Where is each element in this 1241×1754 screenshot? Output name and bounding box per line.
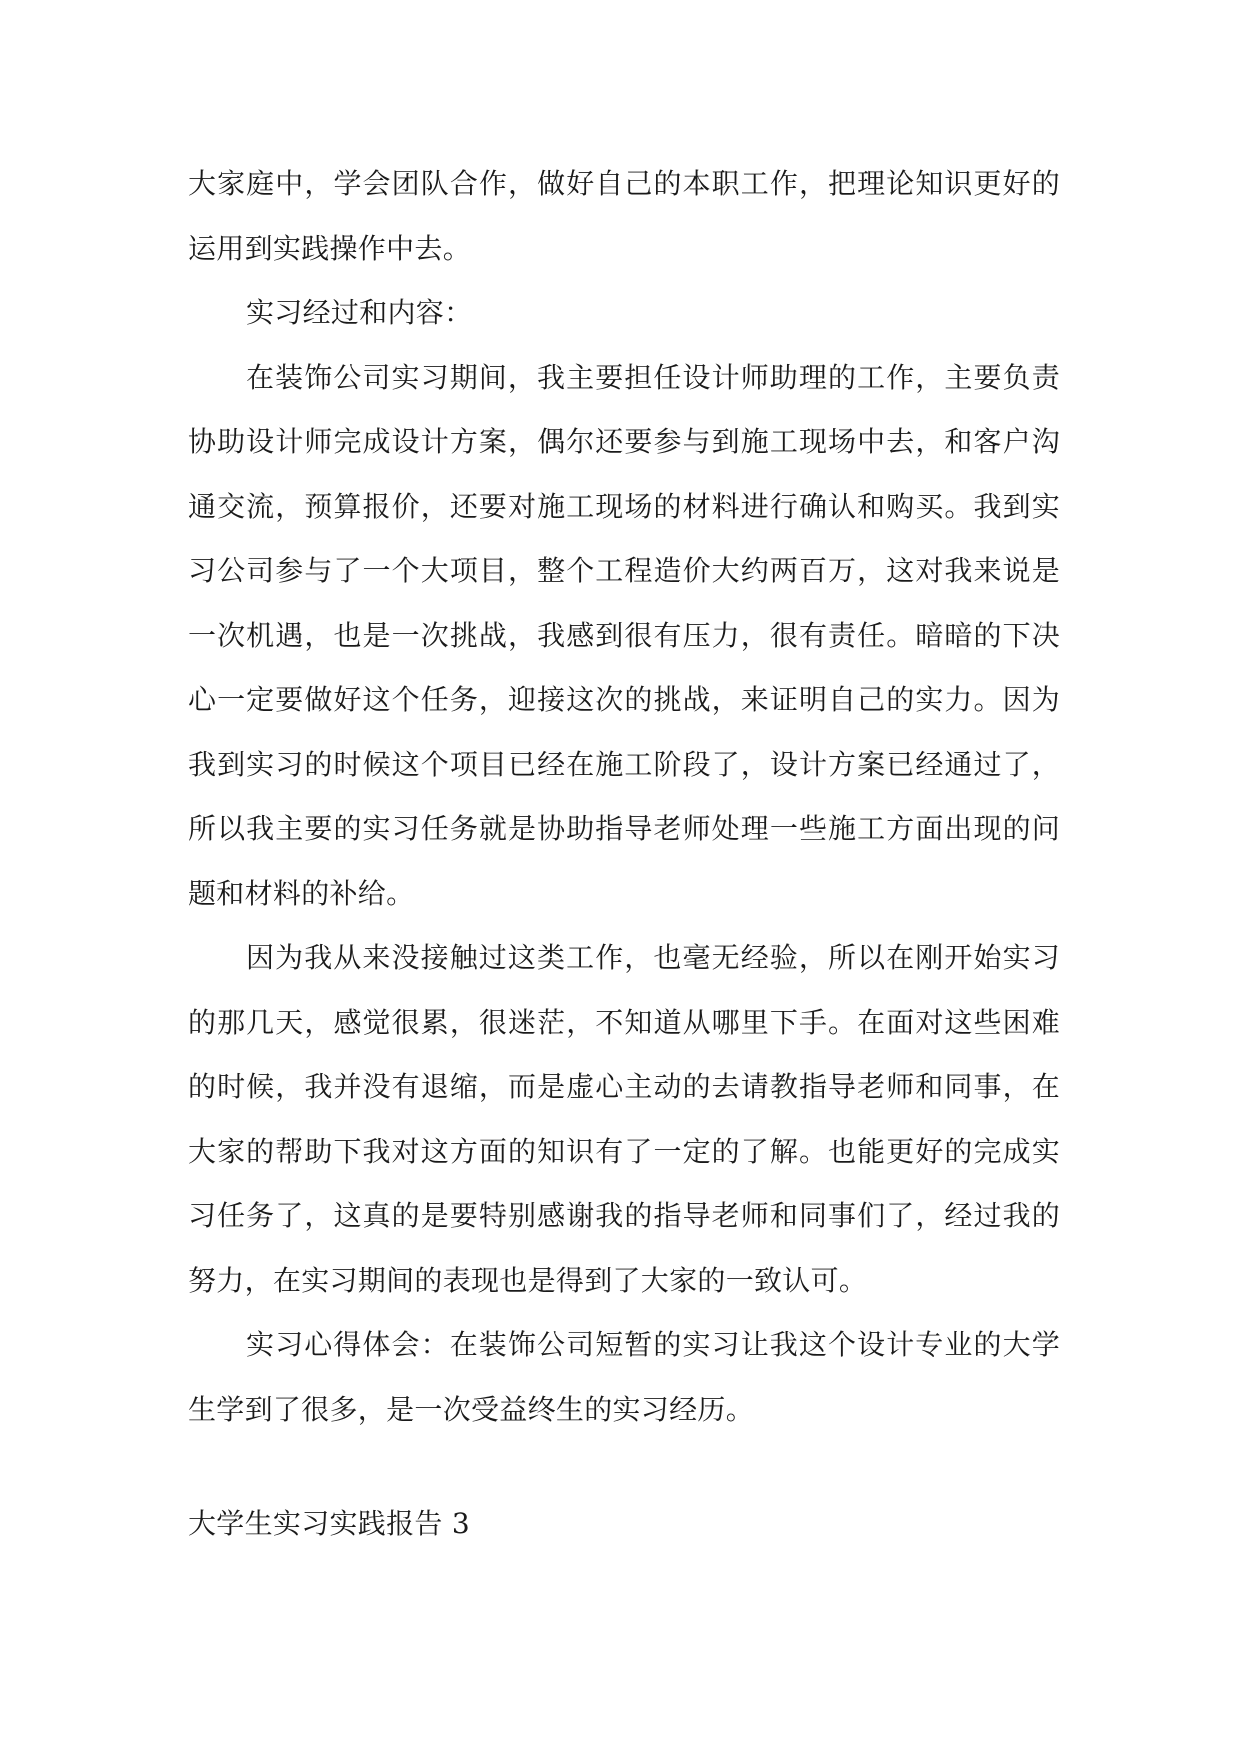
document-body [188, 152, 1060, 1442]
paragraph-internship-duties: 在装饰公司实习期间，我主要担任设计师助理的工作，主要负责协助设计师完成设计方案，偶尔还要参与到施工现场中去，和客户沟通交流，预算报价，还要对施工现场的材料进行确认和购买。我到实习公司参与了一个大项目，整个工程造价大约两百万，这对我来说是一次机遇，也是一次挑战，我感到很有压力，很有责任。暗暗的下决心一定要做好这个任务，迎接这次的挑战，来证明自己的实力。因为我到实习的时候这个项目已经在施工阶段了，设计方案已经通过了，所以我主要的实习任务就是协助指导老师处理一些施工方面出现的问题和材料的补给。 [188, 360, 1060, 910]
section-heading: 大学生实习实践报告 3 [188, 1507, 471, 1540]
paragraph-process-heading: 实习经过和内容： [246, 296, 473, 329]
paragraph-challenges: 因为我从来没接触过这类工作，也毫无经验，所以在刚开始实习的那几天，感觉很累，很迷茫，不知道从哪里下手。在面对这些困难的时候，我并没有退缩，而是虚心主动的去请教指导老师和同事，在大家的帮助下我对这方面的知识有了一定的了解。也能更好的完成实习任务了，这真的是要特别感谢我的指导老师和同事们了，经过我的努力，在实习期间的表现也是得到了大家的一致认可。 [188, 941, 1060, 1297]
paragraph-continuation: 大家庭中，学会团队合作，做好自己的本职工作，把理论知识更好的运用到实践操作中去。 [188, 167, 1060, 265]
paragraph-reflection: 实习心得体会：在装饰公司短暂的实习让我这个设计专业的大学生学到了很多，是一次受益终生的实习经历。 [188, 1328, 1060, 1426]
